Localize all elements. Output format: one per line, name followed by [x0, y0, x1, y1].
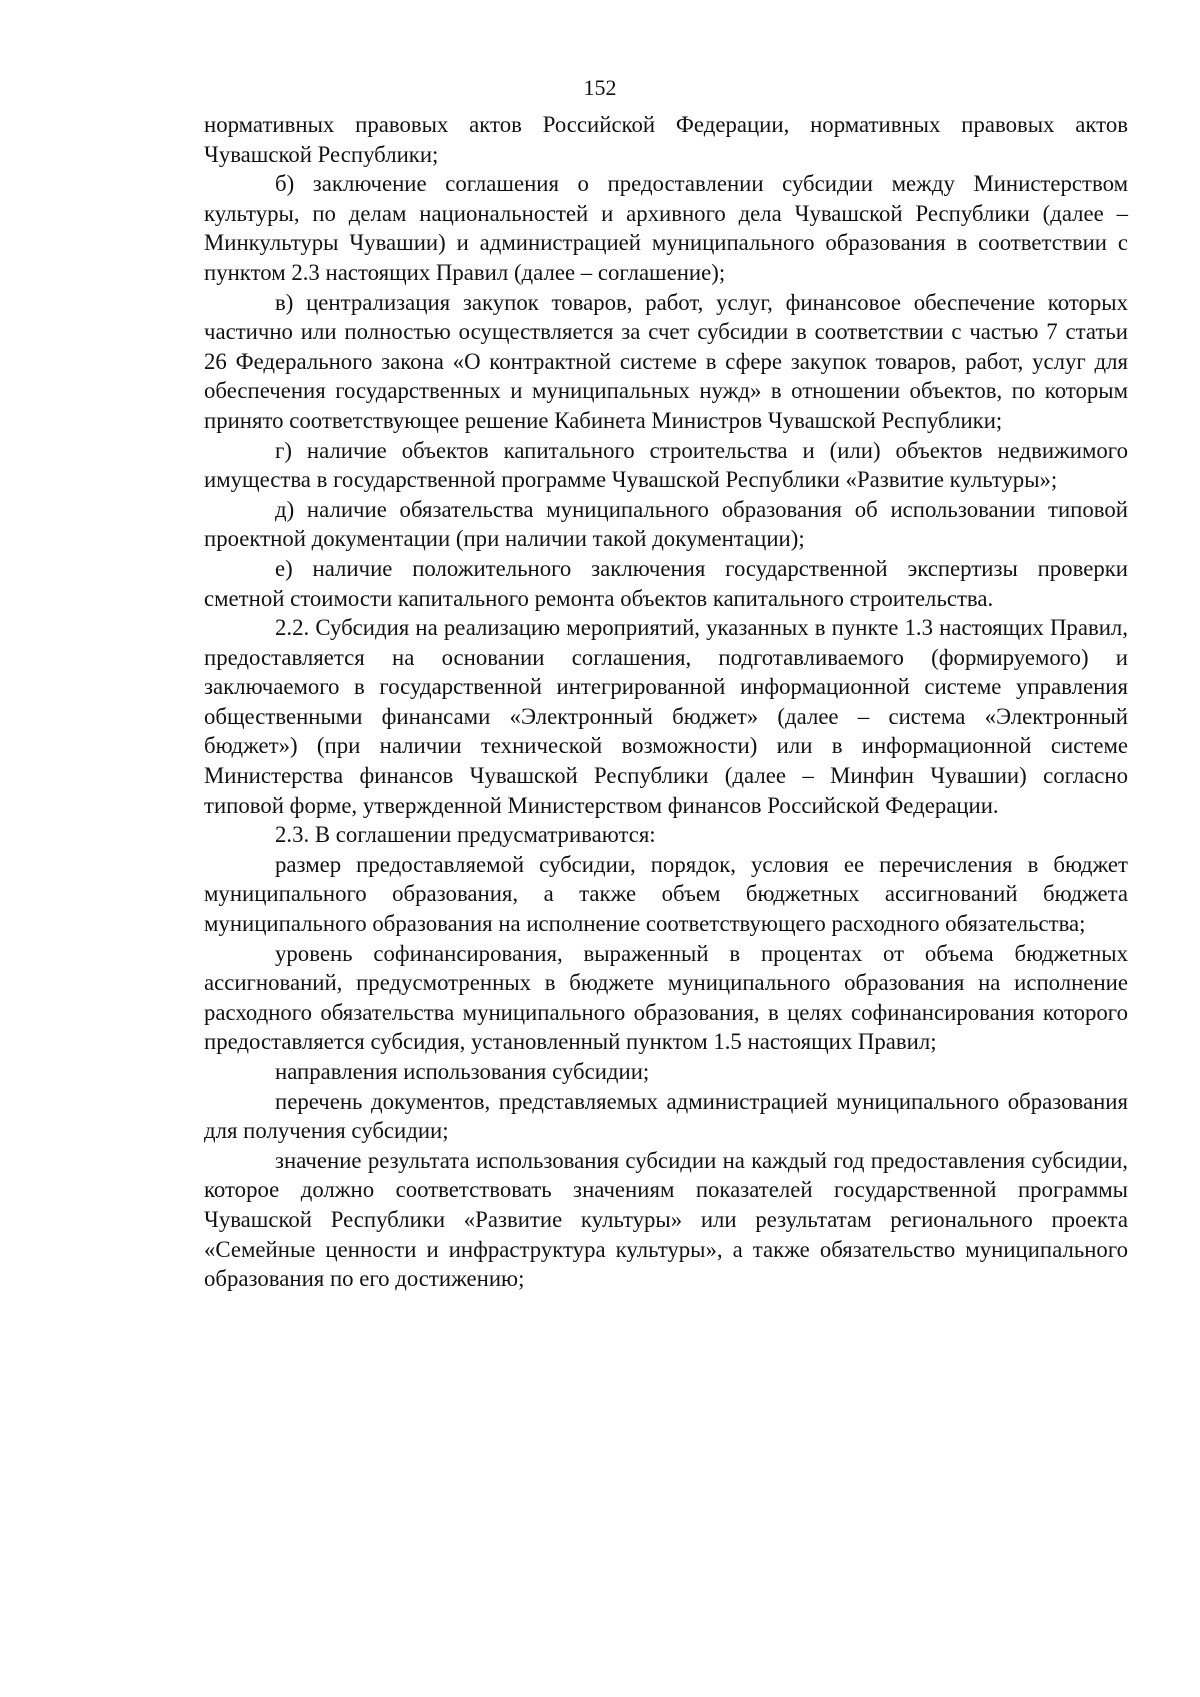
page-number: 152 [583, 75, 617, 100]
paragraph: в) централизация закупок товаров, работ, услуг, финансовое обеспечение которых частично или полностью осуществляется за счет субсидии в соответствии с частью 7 статьи 26 Федерального закона «О контрактной системе в сфере закупок товаров, работ, услуг для обеспечения государственных и муниципальных нужд» в отношении объектов, по которым принято соответствующее решение Кабинета Министров Чувашской Республики; [204, 289, 1128, 433]
paragraph: значение результата использования субсидии на каждый год предоставления субсидии, которое должно соответствовать значениям показателей государственной программы Чувашской Республики «Развитие культуры» или результатам регионального проекта «Семейные ценности и инфраструктура культуры», а также обязательство муниципального образования по его достижению; [204, 1147, 1128, 1292]
paragraph: г) наличие объектов капитального строительства и (или) объектов недвижимого имущества в государственной программе Чувашской Республики «Развитие культуры»; [204, 437, 1128, 493]
paragraph: б) заключение соглашения о предоставлении субсидии между Министерством культуры, по делам национальностей и архивного дела Чувашской Республики (далее – Минкультуры Чувашии) и администрацией муниципального образования в соответствии с пунктом 2.3 настоящих Правил (далее – соглашение); [204, 171, 1128, 285]
paragraph: д) наличие обязательства муниципального образования об использовании типовой проектной документации (при наличии такой документации); [204, 496, 1128, 552]
paragraph: уровень софинансирования, выраженный в процентах от объема бюджетных ассигнований, предусмотренных в бюджете муниципального образования на исполнение расходного обязательства муниципального образования, в целях софинансирования которого предоставляется субсидия, установленный пунктом 1.5 настоящих Правил; [204, 940, 1128, 1055]
paragraph: размер предоставляемой субсидии, порядок, условия ее перечисления в бюджет муниципального образования, а также объем бюджетных ассигнований бюджета муниципального образования на исполнение соответствующего расходного обязательства; [204, 851, 1128, 937]
paragraph: направления использования субсидии; [275, 1059, 650, 1084]
paragraph: нормативных правовых актов Российской Федерации, нормативных правовых актов Чувашской Республики; [204, 112, 1128, 167]
paragraph: перечень документов, представляемых администрацией муниципального образования для получения субсидии; [204, 1088, 1128, 1144]
paragraph: 2.2. Субсидия на реализацию мероприятий, указанных в пункте 1.3 настоящих Правил, предоставляется на основании соглашения, подготавливаемого (формируемого) и заключаемого в государственной интегрированной информационной системе управления общественными финансами «Электронный бюджет» (далее – система «Электронный бюджет») (при наличии технической возможности) или в информационной системе Министерства финансов Чувашской Республики (далее – Минфин Чувашии) согласно типовой форме, утвержденной Министерством финансов Российской Федерации. [204, 615, 1128, 818]
paragraph: 2.3. В соглашении предусматриваются: [275, 822, 656, 848]
document-body [204, 110, 1128, 1294]
paragraph: е) наличие положительного заключения государственной экспертизы проверки сметной стоимости капитального ремонта объектов капитального строительства. [204, 555, 1128, 611]
